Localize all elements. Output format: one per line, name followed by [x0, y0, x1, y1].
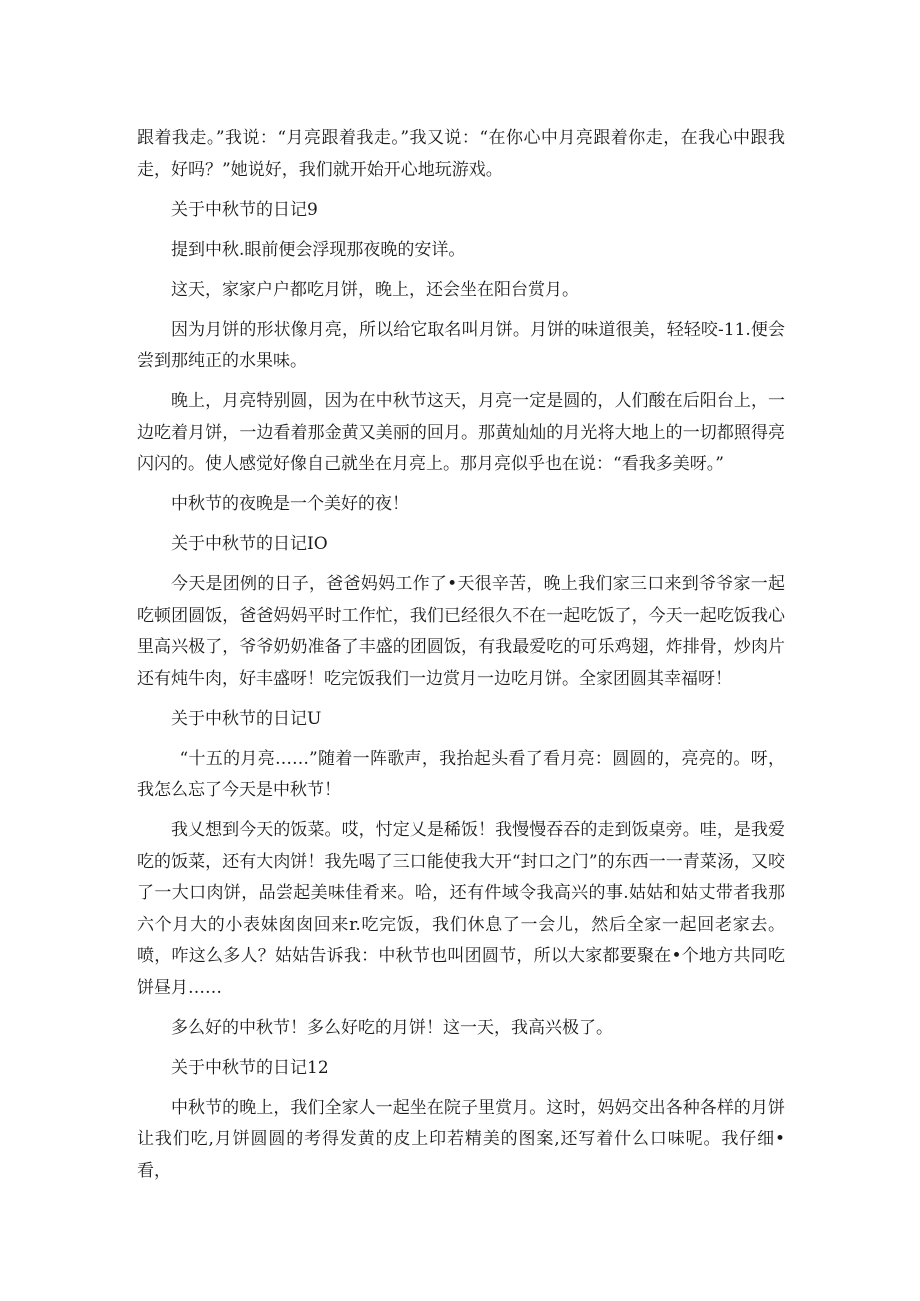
paragraph: 今天是团例的日子，爸爸妈妈工作了•天很辛苦，晚上我们家三口来到爷爷家一起吃顿团圆饭，爸爸妈妈平时工作忙，我们已经很久不在一起吃饭了，今天一起吃饭我心里高兴极了，爷爷奶奶准备了丰盛的团圆饭，有我最爱吃的可乐鸡翅，炸排骨，炒肉片还有炖牛肉，好丰盛呀！吃完饭我们一边赏月一边吃月饼。全家团圆其幸福呀！ [137, 574, 785, 689]
document-body [137, 123, 785, 1196]
paragraph: 这天，家家户户都吃月饼，晚上，还会坐在阳台赏月。 [171, 279, 579, 300]
paragraph: 因为月饼的形状像月亮，所以给它取名叫月饼。月饼的味道很美，轻轻咬-11.便会尝到那纯正的水果味。 [137, 319, 785, 371]
paragraph: 提到中秋.眼前便会浮现那夜晚的安详。 [171, 239, 466, 260]
paragraph: 中秋节的夜晚是一个美好的夜！ [171, 494, 409, 514]
diary-heading-11: 关于中秋节的日记U [171, 708, 322, 729]
paragraph: 中秋节的晚上，我们全家人一起坐在院子里赏月。这时，妈妈交出各种各样的月饼让我们吃,月饼圆圆的考得发黄的皮上印若精美的图案,还写着什么口味呢。我仔细•看， [137, 1097, 785, 1181]
paragraph: 晚上，月亮特别圆，因为在中秋节这天，月亮一定是圆的，人们酸在后阳台上，一边吃着月饼，一边看着那金黄又美丽的回月。那黄灿灿的月光将大地上的一切都照得亮闪闪的。使人感觉好像自己就坐在月亮上。那月亮似乎也在说：“看我多美呀。” [137, 391, 785, 474]
diary-heading-9: 关于中秋节的日记9 [171, 199, 318, 220]
paragraph: “十五的月亮……”随着一阵歌声，我抬起头看了看月亮：圆圆的，亮亮的。呀，我怎么忘了今天是中秋节！ [137, 748, 785, 800]
paragraph: 多么好的中秋节！多么好吃的月饼！这一天，我高兴极了。 [171, 1017, 613, 1038]
paragraph: 我乂想到今天的饭菜。哎，忖定乂是稀饭！我慢慢吞吞的走到饭桌旁。哇，是我爱吃的饭菜，还有大肉饼！我先喝了三口能使我大开“封口之门”的东西一一青菜汤，又咬了一大口肉饼，品尝起美味佳肴来。哈，还有件域令我高兴的事.姑姑和姑丈带者我那六个月大的小表妹囱囱回来r.吃完饭，我们休息了一会儿，然后全家一起回老家去。喷，咋这么多人？姑姑告诉我：中秋节也叫团圆节，所以大家都要聚在•个地方共同吃饼昼月…… [137, 820, 785, 998]
diary-heading-12: 关于中秋节的日记12 [171, 1057, 329, 1078]
diary-heading-10: 关于中秋节的日记IO [171, 534, 328, 554]
paragraph-continuation: 跟着我走。”我说：“月亮跟着我走。”我又说：“在你心中月亮跟着你走，在我心中跟我走，好吗？”她说好，我们就开始开心地玩游戏。 [137, 128, 785, 180]
